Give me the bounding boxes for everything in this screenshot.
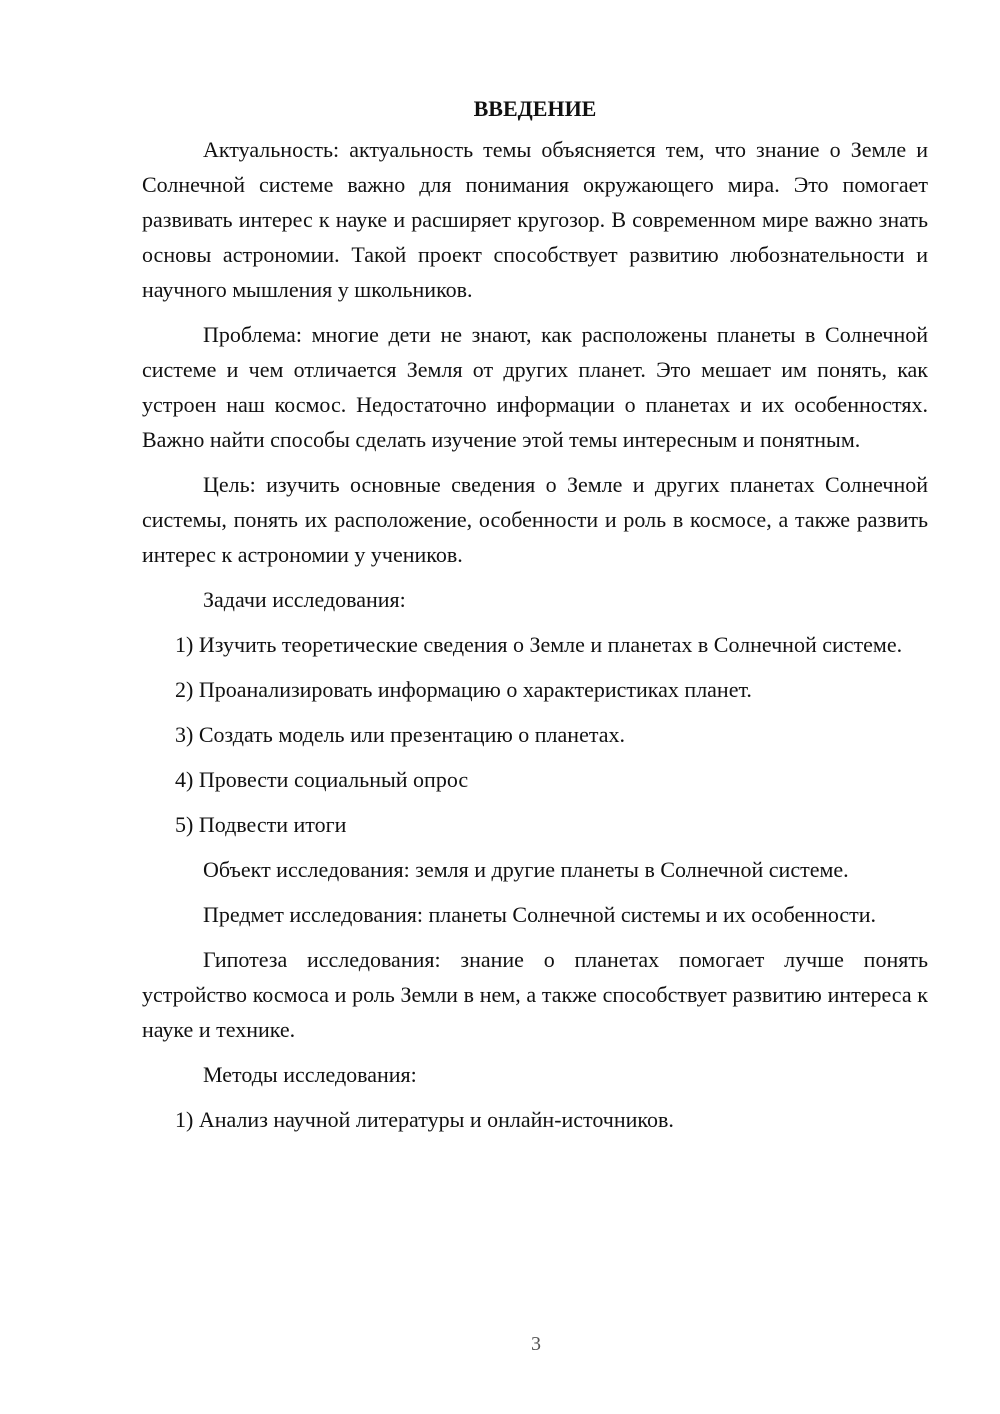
page-content <box>142 92 928 1147</box>
object-paragraph: Объект исследования: земля и другие планеты в Солнечной системе. <box>203 857 849 882</box>
page-number: 3 <box>531 1333 541 1355</box>
task-item-5: 5) Подвести итоги <box>175 812 347 837</box>
methods-label: Методы исследования: <box>203 1062 417 1087</box>
problem-paragraph: Проблема: многие дети не знают, как расположены планеты в Солнечной системе и чем отличается Земля от других планет. Это мешает им понять, как устроен наш космос. Недостаточно информации о планетах и их особенностях. Важно найти способы сделать изучение этой темы интересным и понятным. <box>142 322 928 452</box>
goal-paragraph: Цель: изучить основные сведения о Земле и других планетах Солнечной системы, понять их расположение, особенности и роль в космосе, а также развить интерес к астрономии у учеников. <box>142 472 928 567</box>
section-heading: ВВЕДЕНИЕ <box>473 96 597 121</box>
hypothesis-paragraph: Гипотеза исследования: знание о планетах помогает лучше понять устройство космоса и роль Земли в нем, а также способствует развитию интереса к науке и технике. <box>142 947 928 1042</box>
task-item-2: 2) Проанализировать информацию о характеристиках планет. <box>175 677 752 702</box>
relevance-paragraph: Актуальность: актуальность темы объясняется тем, что знание о Земле и Солнечной системе важно для понимания окружающего мира. Это помогает развивать интерес к науке и расширяет кругозор. В современном мире важно знать основы астрономии. Такой проект способствует развитию любознательности и научного мышления у школьников. <box>142 137 928 302</box>
task-item-1: 1) Изучить теоретические сведения о Земле и планетах в Солнечной системе. <box>175 632 903 657</box>
method-item-1: 1) Анализ научной литературы и онлайн-источников. <box>175 1107 674 1132</box>
task-item-4: 4) Провести социальный опрос <box>175 767 469 792</box>
task-item-3: 3) Создать модель или презентацию о планетах. <box>175 722 625 747</box>
subject-paragraph: Предмет исследования: планеты Солнечной системы и их особенности. <box>203 902 877 927</box>
tasks-label: Задачи исследования: <box>203 587 406 612</box>
